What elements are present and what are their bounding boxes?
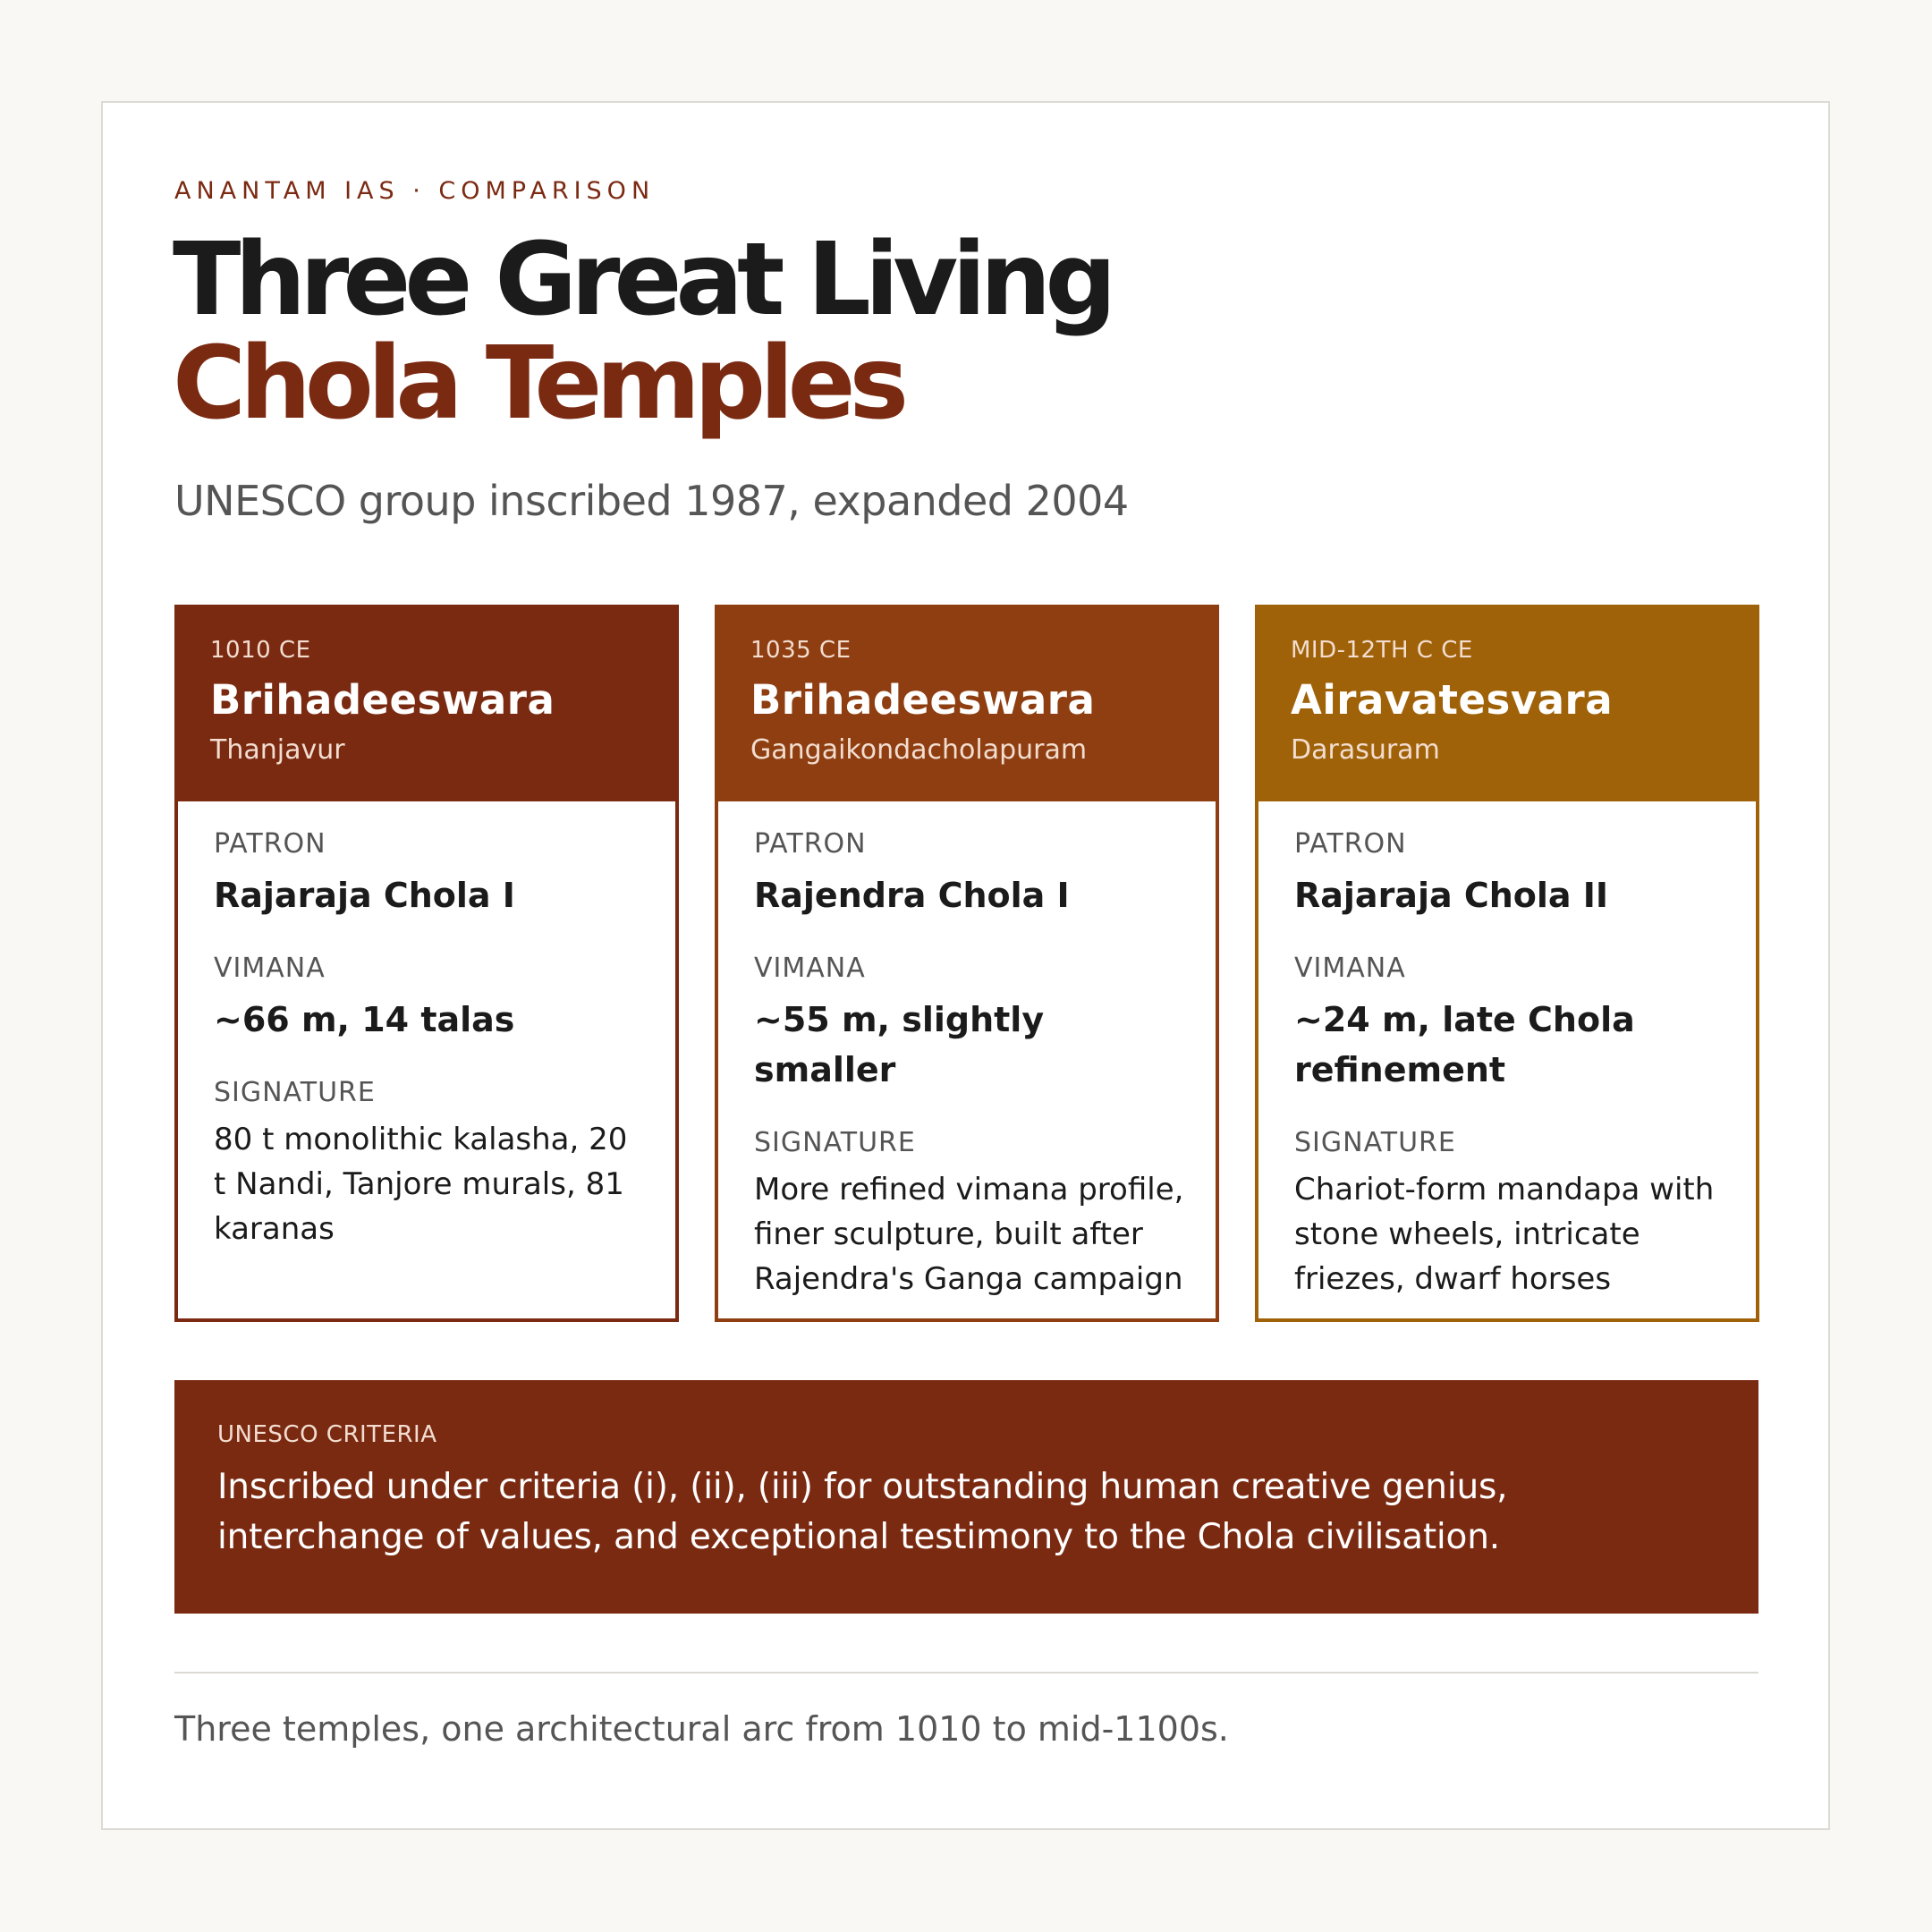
patron-label: PATRON (214, 828, 326, 860)
temple-name: Brihadeeswara (750, 676, 1096, 724)
footer-note: Three temples, one architectural arc from 1010 to mid-1100s. (174, 1709, 1229, 1749)
temple-date: 1035 CE (750, 637, 852, 664)
temple-header (1255, 605, 1759, 801)
patron-value: Rajaraja Chola II (1294, 876, 1609, 915)
comparison-card (101, 101, 1830, 1830)
page-title (173, 222, 1111, 442)
vimana-value: ~55 m, slightly smaller (754, 1000, 1045, 1089)
criteria-text: Inscribed under criteria (i), (ii), (iii) for outstanding human creative genius, interchange of values, and exceptional testimony to the Chola civilisation. (217, 1467, 1508, 1557)
temple-place: Thanjavur (210, 734, 345, 766)
title-line-2: Chola Temples (173, 326, 903, 442)
vimana-label: VIMANA (214, 953, 326, 984)
divider (174, 1672, 1758, 1674)
patron-value: Rajendra Chola I (754, 876, 1070, 915)
temple-date: MID-12TH C CE (1291, 637, 1473, 664)
temple-details (754, 828, 1189, 1301)
vimana-value: ~24 m, late Chola refinement (1294, 1000, 1635, 1089)
temple-column-gangaikondacholapuram (715, 605, 1219, 1322)
patron-label: PATRON (1294, 828, 1407, 860)
temple-place: Darasuram (1291, 734, 1440, 766)
temple-column-darasuram (1255, 605, 1759, 1322)
temple-place: Gangaikondacholapuram (750, 734, 1088, 766)
title-line-1: Three Great Living (173, 222, 1111, 338)
temple-column-thanjavur (174, 605, 679, 1322)
temple-details (1294, 828, 1729, 1301)
temple-date: 1010 CE (210, 637, 311, 664)
patron-label: PATRON (754, 828, 867, 860)
signature-value: More refined vimana profile, finer sculpture, built after Rajendra's Ganga campaign (754, 1172, 1184, 1297)
vimana-label: VIMANA (1294, 953, 1406, 984)
subtitle: UNESCO group inscribed 1987, expanded 2004 (174, 477, 1129, 525)
signature-label: SIGNATURE (1294, 1127, 1456, 1158)
kicker: ANANTAM IAS · COMPARISON (174, 177, 656, 205)
temple-details (214, 828, 648, 1251)
temple-header (715, 605, 1219, 801)
signature-value: 80 t monolithic kalasha, 20 t Nandi, Tanjore murals, 81 karanas (214, 1122, 628, 1247)
signature-value: Chariot-form mandapa with stone wheels, intricate friezes, dwarf horses (1294, 1172, 1715, 1297)
vimana-label: VIMANA (754, 953, 866, 984)
patron-value: Rajaraja Chola I (214, 876, 515, 915)
temple-name: Airavatesvara (1291, 676, 1614, 724)
unesco-criteria-panel (174, 1380, 1758, 1614)
temple-name: Brihadeeswara (210, 676, 555, 724)
signature-label: SIGNATURE (214, 1077, 376, 1108)
criteria-label: UNESCO CRITERIA (217, 1421, 437, 1448)
vimana-value: ~66 m, 14 talas (214, 1000, 515, 1039)
signature-label: SIGNATURE (754, 1127, 916, 1158)
temple-header (174, 605, 679, 801)
